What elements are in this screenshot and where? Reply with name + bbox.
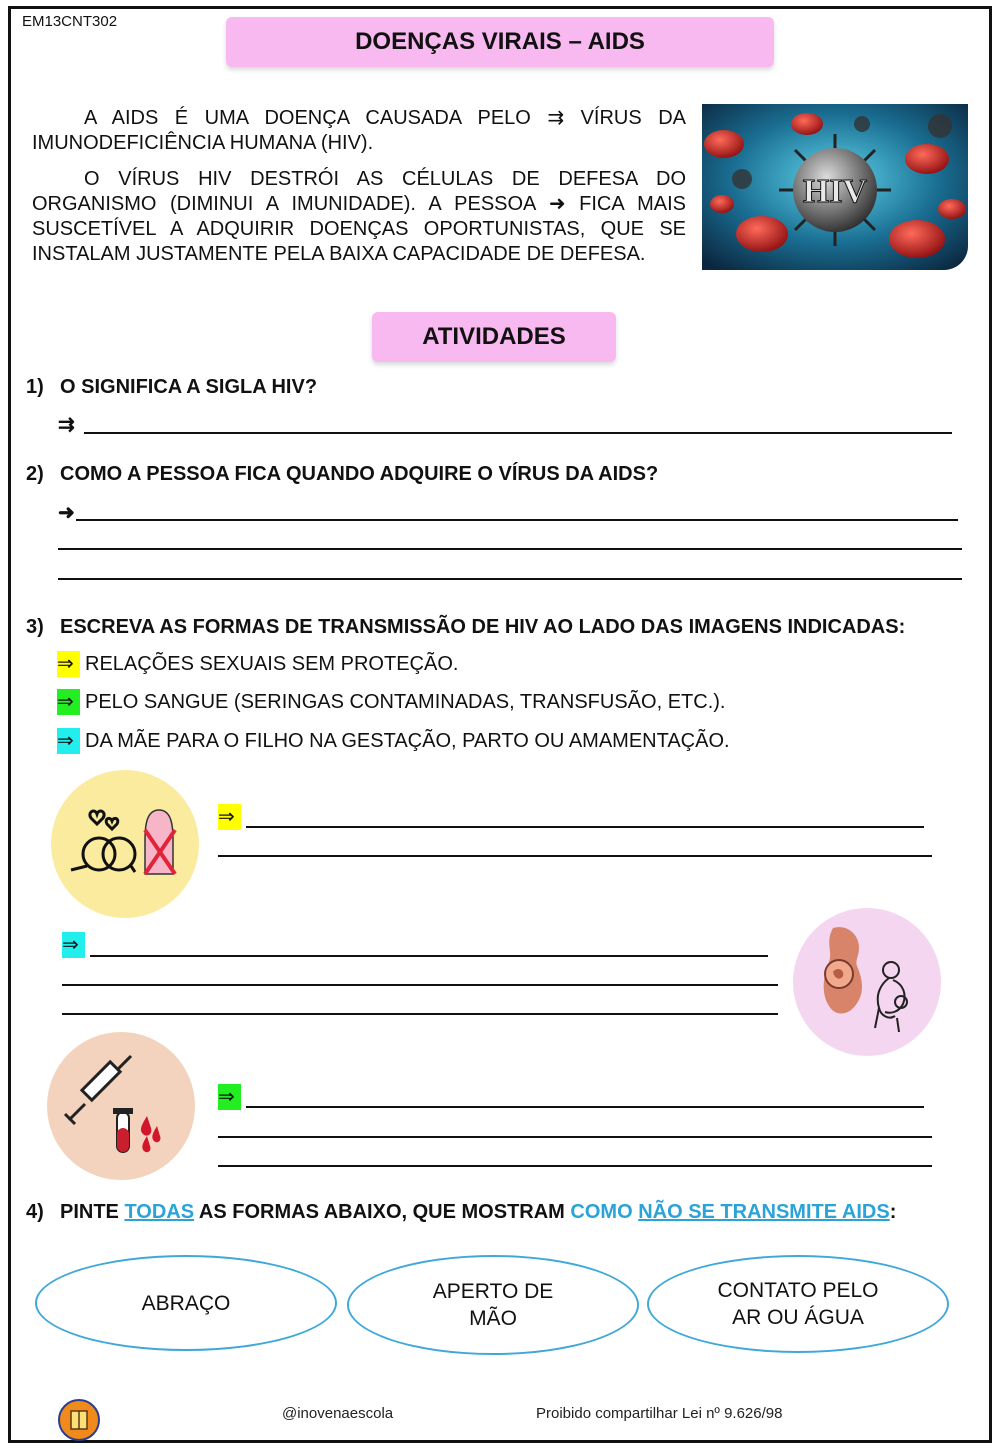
option-contato-ar-agua[interactable] <box>647 1255 949 1353</box>
answer-line-mother-a[interactable] <box>90 955 768 957</box>
hiv-virus-image <box>702 104 968 270</box>
option-abraco-line1: ABRAÇO <box>141 1291 231 1315</box>
green-arrow-icon: ⇒ <box>218 1084 241 1110</box>
yellow-arrow-icon: ⇒ <box>218 804 241 830</box>
intro-paragraph-2: O VÍRUS HIV DESTRÓI AS CÉLULAS DE DEFESA DO ORGANISMO (DIMINUI A IMUNIDADE). A PESSOA ➜ FICA MAIS SUSCETÍVEL A ADQUIRIR DOENÇAS OPORTUNISTAS, QUE SE INSTALAM JUSTAMENTE PELA BAIXA CAPACIDADE DE DEFESA. <box>32 168 686 265</box>
mother-child-illustration <box>793 908 941 1056</box>
pregnancy-breastfeeding-icon <box>793 908 941 1056</box>
question-3-number: 3) <box>26 616 44 638</box>
intro-text <box>32 106 686 278</box>
answer-line-2b[interactable] <box>58 548 962 550</box>
curriculum-code: EM13CNT302 <box>22 13 118 30</box>
answer-line-blood-b[interactable] <box>218 1136 932 1138</box>
question-4-text-nao: NÃO SE TRANSMITE AIDS <box>638 1201 890 1223</box>
transmission-item-sexual <box>57 651 458 677</box>
cyan-arrow-icon: ⇒ <box>62 932 85 958</box>
question-3-text: ESCREVA AS FORMAS DE TRANSMISSÃO DE HIV AO LADO DAS IMAGENS INDICADAS: <box>60 616 906 638</box>
question-2-arrow: ➜ <box>58 502 75 524</box>
transmission-item-mother <box>57 728 730 754</box>
question-4-text-end: : <box>889 1201 897 1223</box>
answer-line-mother-c[interactable] <box>62 1013 778 1015</box>
activities-title: ATIVIDADES <box>372 312 616 362</box>
question-4-text-b: AS FORMAS ABAIXO, QUE MOSTRAM <box>194 1201 571 1223</box>
footer-handle: @inovenaescola <box>282 1405 394 1422</box>
answer-line-sexual-b[interactable] <box>218 855 932 857</box>
syringe-blood-icon <box>47 1032 195 1180</box>
page-title: DOENÇAS VIRAIS – AIDS <box>226 17 774 67</box>
question-4 <box>26 1201 896 1224</box>
option-aperto-line2: MÃO <box>469 1307 517 1330</box>
question-2-number: 2) <box>26 463 44 485</box>
question-4-text-como: COMO <box>570 1201 639 1223</box>
green-arrow-icon: ⇒ <box>57 689 80 715</box>
question-1-text: O SIGNIFICA A SIGLA HIV? <box>60 376 318 398</box>
hiv-image-label: HIV <box>802 173 868 210</box>
intro-paragraph-1: A AIDS É UMA DOENÇA CAUSADA PELO ⇉ VÍRUS DA IMUNODEFICIÊNCIA HUMANA (HIV). <box>32 107 686 154</box>
transmission-text-mother: DA MÃE PARA O FILHO NA GESTAÇÃO, PARTO OU AMAMENTAÇÃO. <box>85 729 730 752</box>
question-3 <box>26 616 905 639</box>
transmission-text-blood: PELO SANGUE (SERINGAS CONTAMINADAS, TRANSFUSÃO, ETC.). <box>85 690 726 713</box>
question-2-text: COMO A PESSOA FICA QUANDO ADQUIRE O VÍRUS DA AIDS? <box>60 463 659 485</box>
option-abraco[interactable] <box>35 1255 337 1351</box>
footer-copyright-notice: Proibido compartilhar Lei nº 9.626/98 <box>536 1405 783 1422</box>
answer-line-2a[interactable] <box>76 519 958 521</box>
option-aperto-de-mao[interactable] <box>347 1255 639 1355</box>
gender-condom-icon <box>51 770 199 918</box>
question-4-number: 4) <box>26 1201 44 1223</box>
answer-line-blood-c[interactable] <box>218 1165 932 1167</box>
option-contato-line2: AR OU ÁGUA <box>732 1306 864 1329</box>
cyan-arrow-icon: ⇒ <box>57 728 80 754</box>
transmission-item-blood <box>57 689 725 715</box>
question-2 <box>26 463 658 486</box>
question-1-arrow: ⇉ <box>58 414 75 436</box>
blood-transmission-illustration <box>47 1032 195 1180</box>
yellow-arrow-icon: ⇒ <box>57 651 80 677</box>
question-4-text-todas: TODAS <box>124 1201 195 1223</box>
answer-line-1[interactable] <box>84 432 952 434</box>
question-4-text-a: PINTE <box>60 1201 125 1223</box>
answer-line-mother-b[interactable] <box>62 984 778 986</box>
sexual-relations-illustration <box>51 770 199 918</box>
question-1 <box>26 376 317 399</box>
option-contato-line1: CONTATO PELO <box>717 1279 879 1302</box>
answer-line-sexual-a[interactable] <box>246 826 924 828</box>
option-aperto-line1: APERTO DE <box>432 1280 554 1303</box>
answer-line-blood-a[interactable] <box>246 1106 924 1108</box>
school-logo-icon <box>58 1399 100 1441</box>
question-1-number: 1) <box>26 376 44 398</box>
answer-line-2c[interactable] <box>58 578 962 580</box>
transmission-text-sexual: RELAÇÕES SEXUAIS SEM PROTEÇÃO. <box>85 652 459 675</box>
